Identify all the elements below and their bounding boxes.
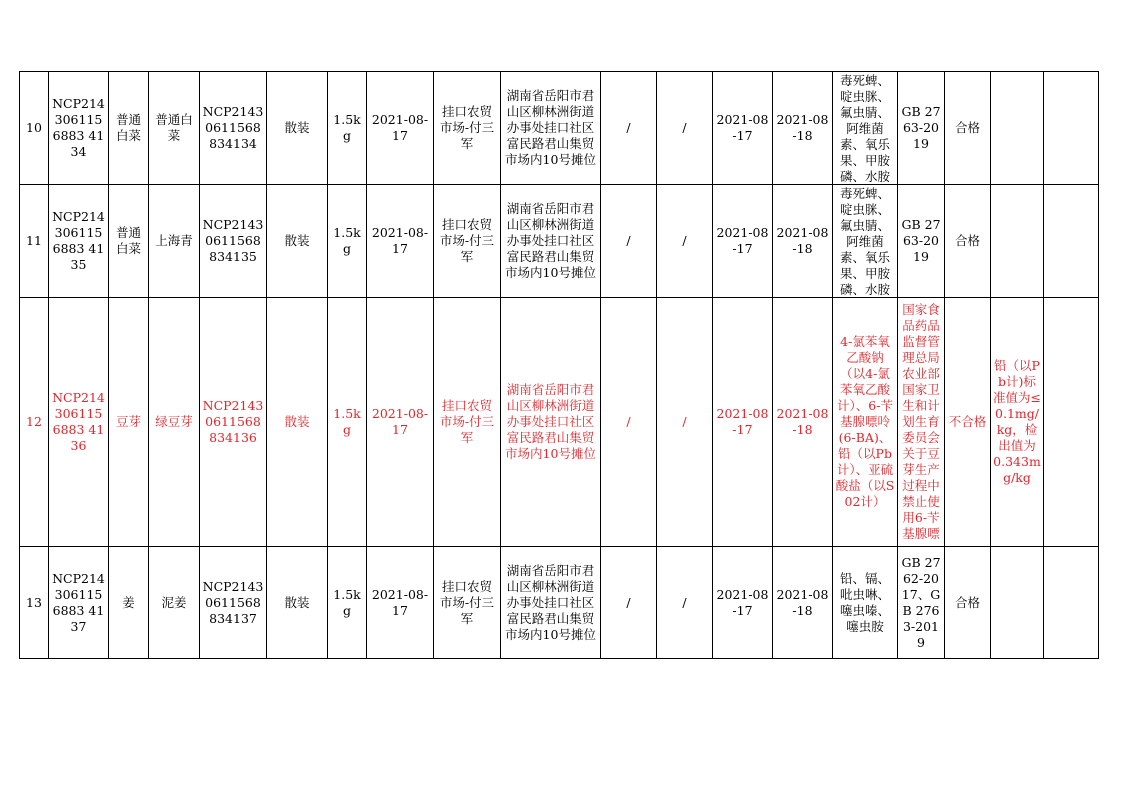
cell-text: 11 [26,233,42,248]
cell-seq [20,547,49,659]
cell-spec [328,547,367,659]
cell-spec [328,185,367,298]
cell-extra [1044,547,1099,659]
cell-text: 2021-08-17 [716,406,769,437]
cell-col-a [601,185,657,298]
cell-report-date [773,298,833,547]
cell-col-b [657,298,713,547]
cell-items [833,298,898,547]
cell-sample-name [149,72,200,185]
cell-text: 铅（以Pb计)标准值为≤0.1mg/kg，检出值为0.343mg/kg [993,358,1041,485]
cell-producer [434,185,501,298]
cell-text: / [626,594,631,610]
cell-text: 合格 [954,120,980,135]
cell-text: 10 [26,120,42,135]
cell-text: 1.5kg [333,406,361,437]
cell-note [991,72,1044,185]
cell-text: 豆芽 [115,414,141,429]
cell-food-name [109,72,149,185]
cell-text: 4-氯苯氧乙酸钠（以4-氯苯氧乙酸计）、6-苄基腺嘌呤(6-BA)、铅（以Pb计）、亚硫酸盐（以S02计） [835,334,895,509]
cell-pack [267,72,328,185]
cell-text: 散装 [284,414,310,429]
cell-sample-name [149,547,200,659]
cell-text: GB 2763-2019 [901,104,941,151]
cell-text: NCP2143061156883 4136 [52,390,105,453]
cell-text: 不合格 [948,414,987,429]
cell-sample-name [149,185,200,298]
cell-text: 2021-08-17 [716,586,769,618]
cell-text: 12 [26,414,42,429]
cell-text: / [626,233,631,248]
cell-result [945,298,991,547]
cell-sample-date [713,298,773,547]
cell-prod-date [367,547,434,659]
cell-task-no [200,547,267,659]
cell-text: NCP21430611568834136 [202,398,264,445]
cell-text: 2021-08-17 [371,406,429,437]
cell-standard [898,72,945,185]
cell-note [991,547,1044,659]
cell-text: 合格 [954,594,980,610]
cell-items [833,72,898,185]
cell-text: 1.5kg [333,225,361,256]
cell-report-date [773,185,833,298]
cell-col-a [601,72,657,185]
cell-text: 湖南省岳阳市君山区柳林洲街道办事处挂口社区富民路君山集贸市场内10号摊位 [505,88,596,167]
cell-extra [1044,72,1099,185]
cell-result [945,185,991,298]
cell-sample-no [49,72,109,185]
table-body [20,72,1099,659]
cell-text: 挂口农贸市场-付三军 [439,578,495,626]
cell-text: 2021-08-18 [776,406,829,437]
cell-prod-date [367,72,434,185]
cell-producer [434,547,501,659]
cell-prod-date [367,185,434,298]
cell-sample-no [49,547,109,659]
cell-text: 挂口农贸市场-付三军 [439,217,495,264]
cell-food-name [109,298,149,547]
cell-text: 普通白菜 [155,112,193,143]
cell-text: 普通白菜 [115,112,141,143]
cell-text: / [626,120,631,135]
cell-text: NCP21430611568834135 [202,217,264,264]
table-row [20,72,1099,185]
cell-extra [1044,298,1099,547]
cell-text: 2021-08-18 [776,586,829,618]
cell-text: / [682,414,687,429]
cell-text: 泥姜 [161,594,187,610]
cell-report-date [773,547,833,659]
cell-spec [328,298,367,547]
cell-text: NCP21430611568834134 [202,104,264,151]
cell-text: NCP2143061156883 4134 [52,96,105,159]
cell-text: 挂口农贸市场-付三军 [439,398,495,445]
cell-address [501,72,601,185]
cell-task-no [200,185,267,298]
cell-text: 1.5kg [333,112,361,143]
cell-food-name [109,547,149,659]
cell-col-b [657,72,713,185]
cell-extra [1044,185,1099,298]
cell-text: 湖南省岳阳市君山区柳林洲街道办事处挂口社区富民路君山集贸市场内10号摊位 [505,201,596,280]
cell-col-a [601,547,657,659]
cell-report-date [773,72,833,185]
cell-text: / [682,594,687,610]
cell-text: 2021-08-17 [371,225,429,256]
cell-result [945,72,991,185]
cell-text: 毒死蜱、啶虫脒、氟虫腈、阿维菌素、氧乐果、甲胺磷、水胺 [839,186,890,296]
cell-text: 上海青 [155,233,193,248]
table-row [20,547,1099,659]
cell-seq [20,72,49,185]
cell-text: NCP2143061156883 4137 [52,570,105,634]
cell-task-no [200,298,267,547]
cell-text: 姜 [122,594,135,610]
cell-text: NCP21430611568834137 [202,578,264,626]
cell-pack [267,547,328,659]
cell-producer [434,298,501,547]
cell-sample-date [713,547,773,659]
cell-text: 毒死蜱、啶虫脒、氟虫腈、阿维菌素、氧乐果、甲胺磷、水胺 [839,73,890,183]
cell-text: GB 2762-2017、GB 2763-2019 [901,554,941,650]
cell-prod-date [367,298,434,547]
cell-text: 挂口农贸市场-付三军 [439,104,495,151]
cell-producer [434,72,501,185]
cell-text: 普通白菜 [115,225,141,256]
cell-text: GB 2763-2019 [901,217,941,264]
cell-standard [898,185,945,298]
cell-address [501,298,601,547]
cell-text: 2021-08-17 [716,112,769,143]
cell-text: 散装 [284,233,310,248]
cell-items [833,185,898,298]
cell-text: 散装 [284,120,310,135]
cell-col-a [601,298,657,547]
cell-seq [20,185,49,298]
cell-text: 2021-08-17 [371,112,429,143]
cell-note [991,298,1044,547]
cell-col-b [657,185,713,298]
cell-text: 湖南省岳阳市君山区柳林洲街道办事处挂口社区富民路君山集贸市场内10号摊位 [505,382,596,461]
cell-col-b [657,547,713,659]
cell-address [501,185,601,298]
cell-text: 2021-08-18 [776,112,829,143]
cell-text: 国家食品药品监督管理总局农业部国家卫生和计划生育委员会关于豆芽生产过程中禁止使用6-苄基腺嘌 [902,302,940,541]
cell-text: 13 [26,594,42,610]
cell-text: / [682,120,687,135]
cell-spec [328,72,367,185]
cell-text: 2021-08-17 [716,225,769,256]
cell-seq [20,298,49,547]
cell-text: 湖南省岳阳市君山区柳林洲街道办事处挂口社区富民路君山集贸市场内10号摊位 [505,562,596,642]
cell-text: 散装 [284,594,310,610]
cell-note [991,185,1044,298]
table-row [20,298,1099,547]
cell-pack [267,298,328,547]
cell-text: NCP2143061156883 4135 [52,209,105,272]
cell-sample-no [49,298,109,547]
cell-text: 2021-08-17 [371,586,429,618]
cell-standard [898,298,945,547]
cell-text: 1.5kg [333,586,361,618]
cell-sample-no [49,185,109,298]
cell-text: 合格 [954,233,980,248]
cell-items [833,547,898,659]
cell-text: 铅、镉、吡虫啉、噻虫嗪、噻虫胺 [839,570,890,634]
cell-text: / [682,233,687,248]
cell-pack [267,185,328,298]
cell-standard [898,547,945,659]
cell-text: 绿豆芽 [155,414,193,429]
cell-task-no [200,72,267,185]
cell-text: / [626,414,631,429]
inspection-results-table [19,71,1099,659]
cell-sample-date [713,72,773,185]
cell-sample-date [713,185,773,298]
cell-result [945,547,991,659]
table-row [20,185,1099,298]
cell-address [501,547,601,659]
cell-text: 2021-08-18 [776,225,829,256]
cell-sample-name [149,298,200,547]
cell-food-name [109,185,149,298]
